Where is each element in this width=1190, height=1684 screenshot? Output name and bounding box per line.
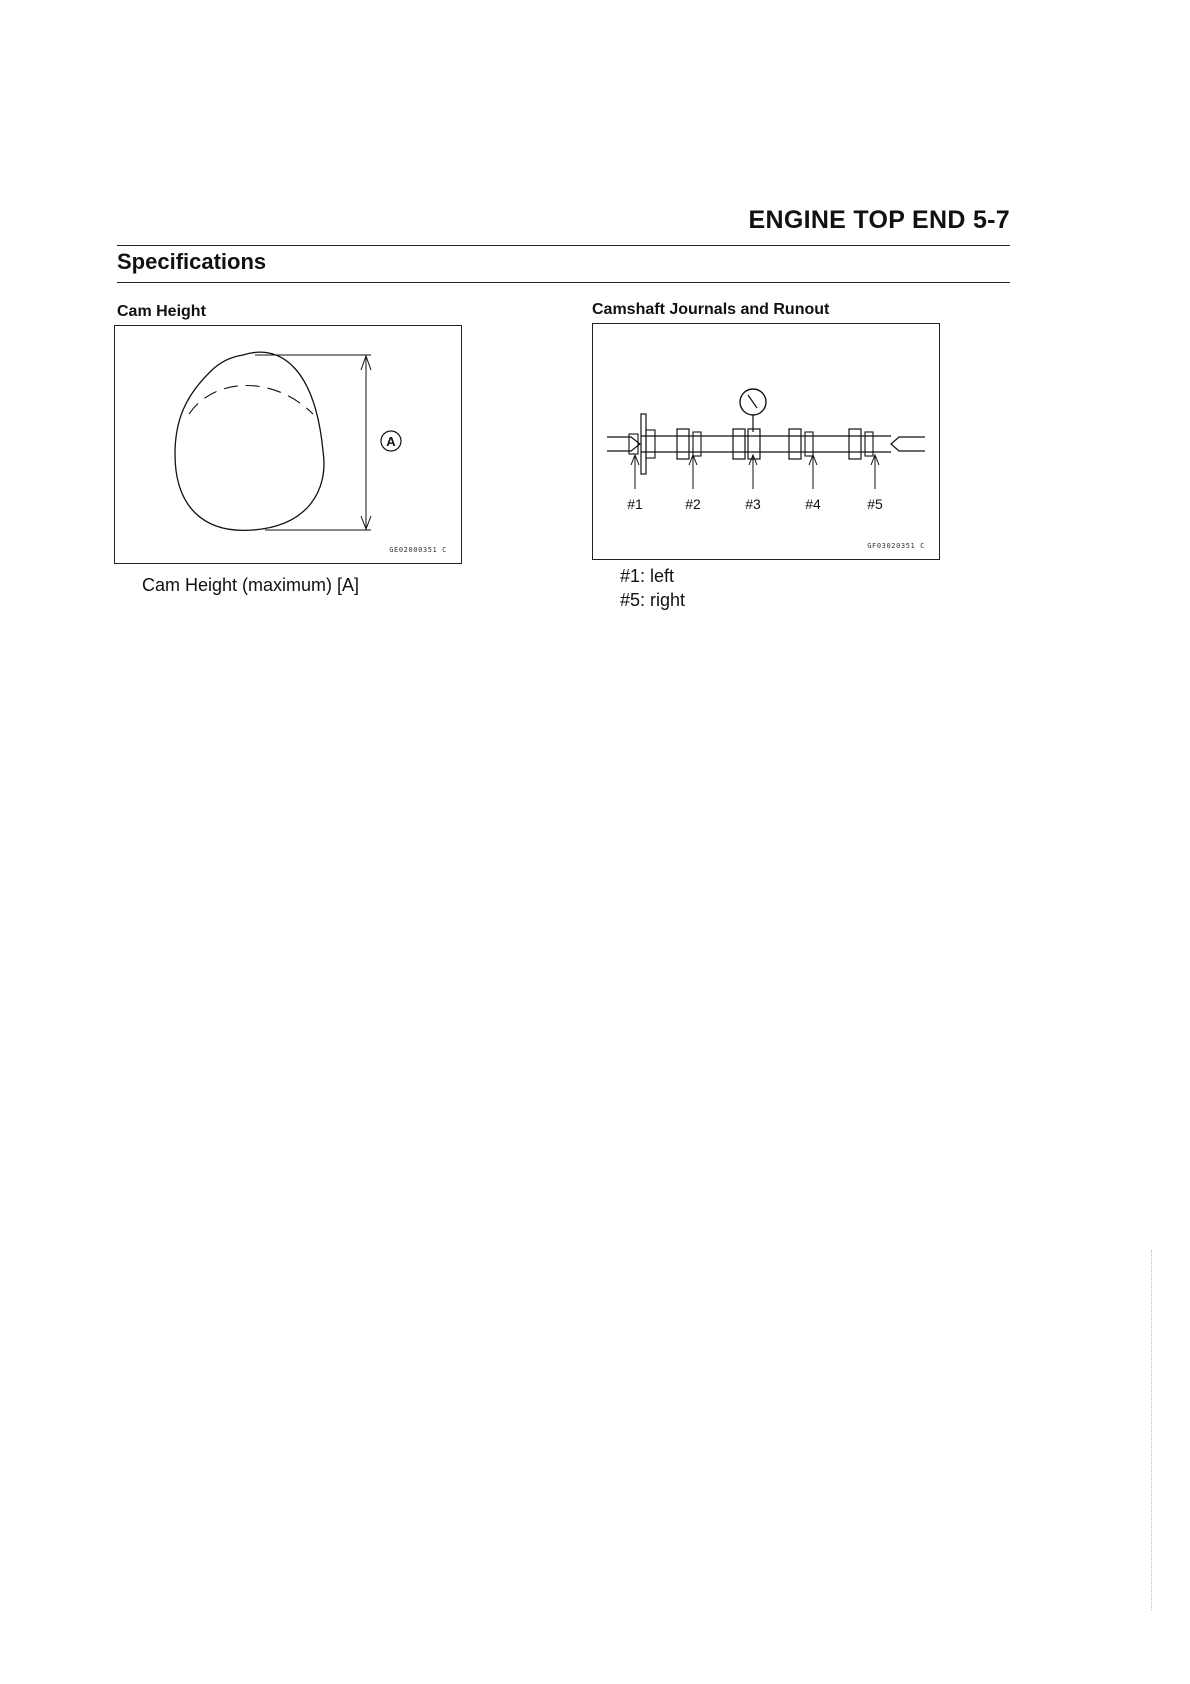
journal-label: #2 <box>685 496 701 512</box>
camshaft-journals-figure <box>592 323 940 560</box>
cam-height-figure <box>114 325 462 564</box>
legend-value: right <box>650 590 686 610</box>
legend-value: left <box>650 566 675 586</box>
legend-key: #5: <box>620 590 646 610</box>
journal-label: #4 <box>805 496 821 512</box>
label-a: A <box>386 434 396 449</box>
camshaft-figure-code: GF03020351 C <box>867 542 925 550</box>
chapter-title: ENGINE TOP END 5-7 <box>748 206 1010 234</box>
cam-height-figure-code: GE02000351 C <box>389 546 447 554</box>
section-rule <box>117 282 1010 283</box>
cam-lobe-diagram <box>115 326 461 563</box>
legend-item-right <box>620 590 685 611</box>
camshaft-diagram <box>593 324 939 559</box>
cam-height-title: Cam Height <box>117 303 206 320</box>
journal-label: #1 <box>627 496 643 512</box>
header-rule <box>117 245 1010 246</box>
section-title: Specifications <box>117 249 267 274</box>
cam-height-caption: Cam Height (maximum) [A] <box>142 575 360 595</box>
journal-label: #3 <box>745 496 761 512</box>
scan-edge-artifact <box>1151 1250 1152 1610</box>
camshaft-journals-title: Camshaft Journals and Runout <box>592 301 830 318</box>
legend-key: #1: <box>620 566 646 586</box>
legend-item-left <box>620 566 674 587</box>
journal-label: #5 <box>867 496 883 512</box>
